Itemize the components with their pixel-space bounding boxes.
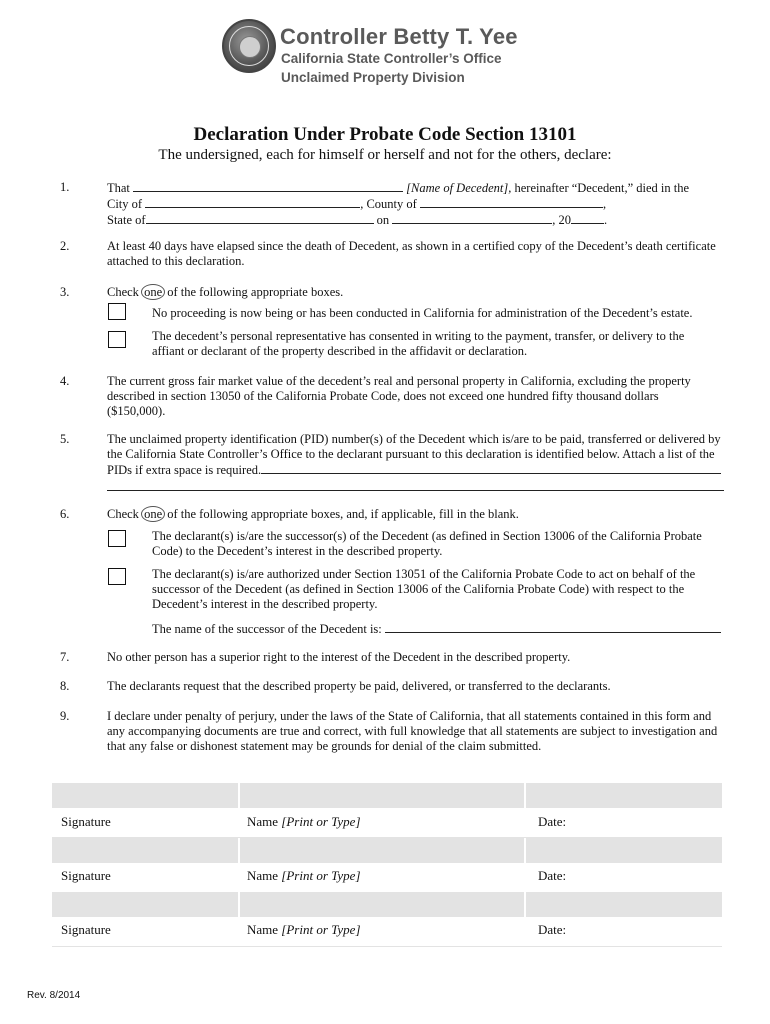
signature-table-spacer [52,838,722,863]
name-label: Name [Print or Type] [247,922,361,937]
signature-label: Signature [61,814,111,829]
date-label: Date: [538,814,567,829]
item-number: 7. [60,650,70,664]
revision-label: Rev. 8/2014 [27,990,81,1001]
date-of-death-field[interactable] [392,212,552,224]
county-field[interactable] [420,196,603,208]
option-successor: The declarant(s) is/are the successor(s) of the Decedent (as defined in Section 13006 of the California Probate Code) to the Decedent’s interest in the described property. [152,529,702,558]
item-7: No other person has a superior right to the interest of the Decedent in the described property. [107,650,571,664]
option-authorized-agent: The declarant(s) is/are authorized under Section 13051 of the California Probate Code to act on behalf of the successor of the Decedent (as defined in Section 13006 of the California Probate Code) with respect to the Decedent’s interest in the described property. [152,567,696,611]
state-controller-seal [222,19,276,73]
item-number: 8. [60,679,70,693]
authorized-agent-checkbox[interactable] [108,568,126,585]
successor-name-field[interactable] [385,621,721,633]
date-label: Date: [538,868,567,883]
date-label: Date: [538,922,567,937]
decedent-name-field[interactable] [133,180,403,192]
representative-consent-checkbox[interactable] [108,331,126,348]
option-no-proceeding: No proceeding is now being or has been conducted in California for administration of the Decedent’s estate. [152,306,693,320]
item-number: 9. [60,709,70,723]
item-number: 4. [60,374,70,388]
item-8: The declarants request that the described property be paid, delivered, or transferred to the declarants. [107,679,611,693]
signature-row-3 [52,917,722,947]
year-field[interactable] [571,212,604,224]
item-1: That [Name of Decedent], hereinafter “Decedent,” died in the City of , County of , State of on , 20 . [107,181,690,227]
item-number: 5. [60,432,70,446]
controller-name: Controller Betty T. Yee [280,24,518,49]
item-number: 6. [60,507,70,521]
option-representative-consent: The decedent’s personal representative has consented in writing to the payment, transfer, or delivery to the affiant or declarant of the property described in the affidavit or declaration. [152,329,685,358]
item-number: 2. [60,239,70,253]
city-field[interactable] [145,196,360,208]
item-9: I declare under penalty of perjury, under the laws of the State of California, that all statements contained in this form and any accompanying documents are true and correct, with full knowledge that all statements are subject to investigation and that any false or dishonest statement may be grounds for denial of the claim submitted. [107,709,718,753]
item-number: 3. [60,285,70,299]
signature-row-1 [52,808,722,838]
document-subtitle: The undersigned, each for himself or herself and not for the others, declare: [158,147,612,163]
item-5-tail: PIDs if extra space is required. [107,462,727,478]
signature-table-spacer [52,783,722,808]
name-label: Name [Print or Type] [247,868,361,883]
item-3: Check one of the following appropriate boxes. [107,285,344,299]
pid-field-2[interactable] [107,490,724,491]
item-2: At least 40 days have elapsed since the death of Decedent, as shown in a certified copy of the Decedent’s death certificate attached to this declaration. [107,239,716,268]
successor-checkbox[interactable] [108,530,126,547]
signature-row-2 [52,863,722,893]
successor-name-row: The name of the successor of the Decedent is: [152,621,727,637]
item-5: The unclaimed property identification (PID) number(s) of the Decedent which is/are to be paid, transferred or delivered by the California State Controller’s Office to the declarant pursuant to this declaration is identified below. Attach a list of the [107,432,721,461]
pid-field-1[interactable] [261,462,721,474]
division-name: Unclaimed Property Division [281,70,465,85]
signature-label: Signature [61,922,111,937]
no-proceeding-checkbox[interactable] [108,303,126,320]
item-number: 1. [60,180,70,194]
signature-label: Signature [61,868,111,883]
signature-table-spacer [52,892,722,917]
state-field[interactable] [146,212,374,224]
office-name: California State Controller’s Office [281,51,502,66]
item-4: The current gross fair market value of the decedent’s real and personal property in California, excluding the property described in section 13050 of the California Probate Code, does not exceed one hundred fifty thousand dollars ($150,000). [107,374,691,418]
item-6: Check one of the following appropriate boxes, and, if applicable, fill in the blank. [107,507,519,521]
name-label: Name [Print or Type] [247,814,361,829]
document-title: Declaration Under Probate Code Section 13101 [193,124,577,145]
